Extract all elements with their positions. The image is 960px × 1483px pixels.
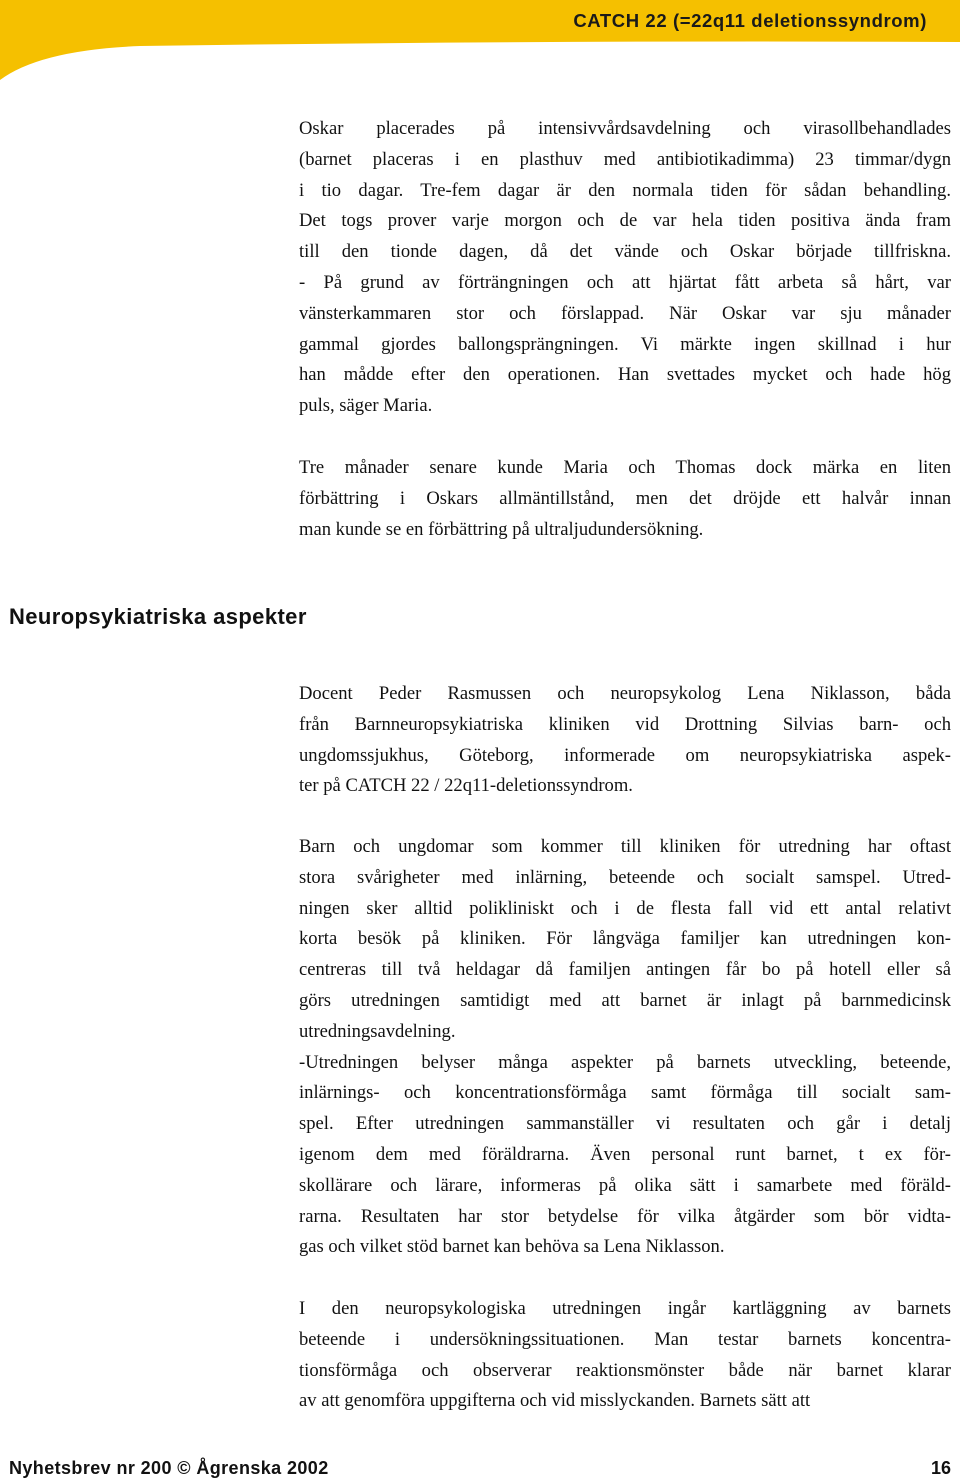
text-line: gammal gjordes ballongsprängningen. Vi märkte ingen skillnad i hur	[299, 333, 951, 355]
header-band	[0, 0, 960, 82]
text-line: vänsterkammaren stor och förslappad. När Oskar var sju månader	[299, 302, 951, 324]
text-line: korta besök på kliniken. För långväga familjer kan utredningen kon-	[299, 928, 951, 950]
text-line: I den neuropsykologiska utredningen ingår kartläggning av barnets	[299, 1298, 951, 1319]
text-line: tionsförmåga och observerar reaktionsmönster både när barnet klarar	[299, 1359, 951, 1381]
text-line: utredningsavdelning.	[299, 1020, 456, 1042]
text-line: till den tionde dagen, då det vände och Oskar började tillfriskna.	[299, 241, 951, 263]
section-heading: Neuropsykiatriska aspekter	[9, 604, 307, 629]
text-line: ningen sker alltid polikliniskt och i de flesta fall vid ett antal relativt	[299, 897, 951, 919]
footer-page-number: 16	[930, 1458, 951, 1478]
paragraph-section-1	[299, 679, 951, 802]
text-line: igenom dem med föräldrarna. Även personal runt barnet, t ex för-	[299, 1143, 951, 1165]
text-line: -Utredningen belyser många aspekter på barnets utveckling, beteende,	[299, 1051, 951, 1073]
text-line: av att genomföra uppgifterna och vid misslyckanden. Barnets sätt att	[299, 1390, 811, 1412]
text-line: stora svårigheter med inlärning, beteende och socialt samspel. Utred-	[299, 866, 951, 888]
text-line: gas och vilket stöd barnet kan behöva sa Lena Niklasson.	[299, 1236, 725, 1258]
text-line: görs utredningen samtidigt med att barnet är inlagt på barnmedicinsk	[299, 989, 951, 1011]
running-header-title: CATCH 22 (=22q11 deletionssyndrom)	[573, 10, 927, 31]
text-line: han mådde efter den operationen. Han svettades mycket och hade hög	[299, 364, 951, 386]
text-line: beteende i undersökningssituationen. Man testar barnets koncentra-	[299, 1328, 951, 1350]
text-line: Det togs prover varje morgon och de var hela tiden positiva ända fram	[299, 210, 951, 232]
paragraph-intro-2	[299, 453, 951, 545]
text-line: centreras till två heldagar då familjen antingen får bo på hotell eller så	[299, 959, 951, 981]
text-line: Oskar placerades på intensivvårdsavdelning och virasollbehandlades	[299, 118, 951, 139]
footer-publication: Nyhetsbrev nr 200 © Ågrenska 2002	[9, 1458, 329, 1478]
paragraph-section-2	[299, 832, 951, 1263]
text-line: spel. Efter utredningen sammanställer vi resultaten och går i detalj	[299, 1113, 951, 1135]
text-line: förbättring i Oskars allmäntillstånd, men det dröjde ett halvår innan	[299, 487, 951, 509]
text-line: från Barnneuropsykiatriska kliniken vid Drottning Silvias barn- och	[299, 713, 951, 735]
text-line: i tio dagar. Tre-fem dagar är den normala tiden för sådan behandling.	[299, 179, 951, 201]
text-line: Docent Peder Rasmussen och neuropsykolog Lena Niklasson, båda	[299, 683, 951, 704]
text-line: - På grund av förträngningen och att hjärtat fått arbeta så hårt, var	[299, 271, 951, 293]
text-line: puls, säger Maria.	[299, 395, 433, 417]
text-line: Tre månader senare kunde Maria och Thomas dock märka en liten	[299, 457, 951, 478]
text-line: inlärnings- och koncentrationsförmåga samt förmåga till socialt sam-	[299, 1082, 951, 1104]
text-line: skollärare och lärare, informeras på olika sätt i samarbete med föräld-	[299, 1174, 951, 1196]
text-line: (barnet placeras i en plasthuv med antibiotikadimma) 23 timmar/dygn	[299, 148, 951, 170]
paragraph-intro-1	[299, 114, 951, 422]
text-line: ungdomssjukhus, Göteborg, informerade om neuropsykiatriska aspek-	[299, 744, 951, 766]
text-line: rarna. Resultaten har stor betydelse för vilka åtgärder som bör vidta-	[299, 1205, 951, 1227]
text-line: ter på CATCH 22 / 22q11-deletionssyndrom.	[299, 775, 633, 797]
text-line: man kunde se en förbättring på ultraljudundersökning.	[299, 518, 704, 540]
text-line: Barn och ungdomar som kommer till kliniken för utredning har oftast	[299, 836, 951, 857]
paragraph-section-3	[299, 1294, 951, 1417]
